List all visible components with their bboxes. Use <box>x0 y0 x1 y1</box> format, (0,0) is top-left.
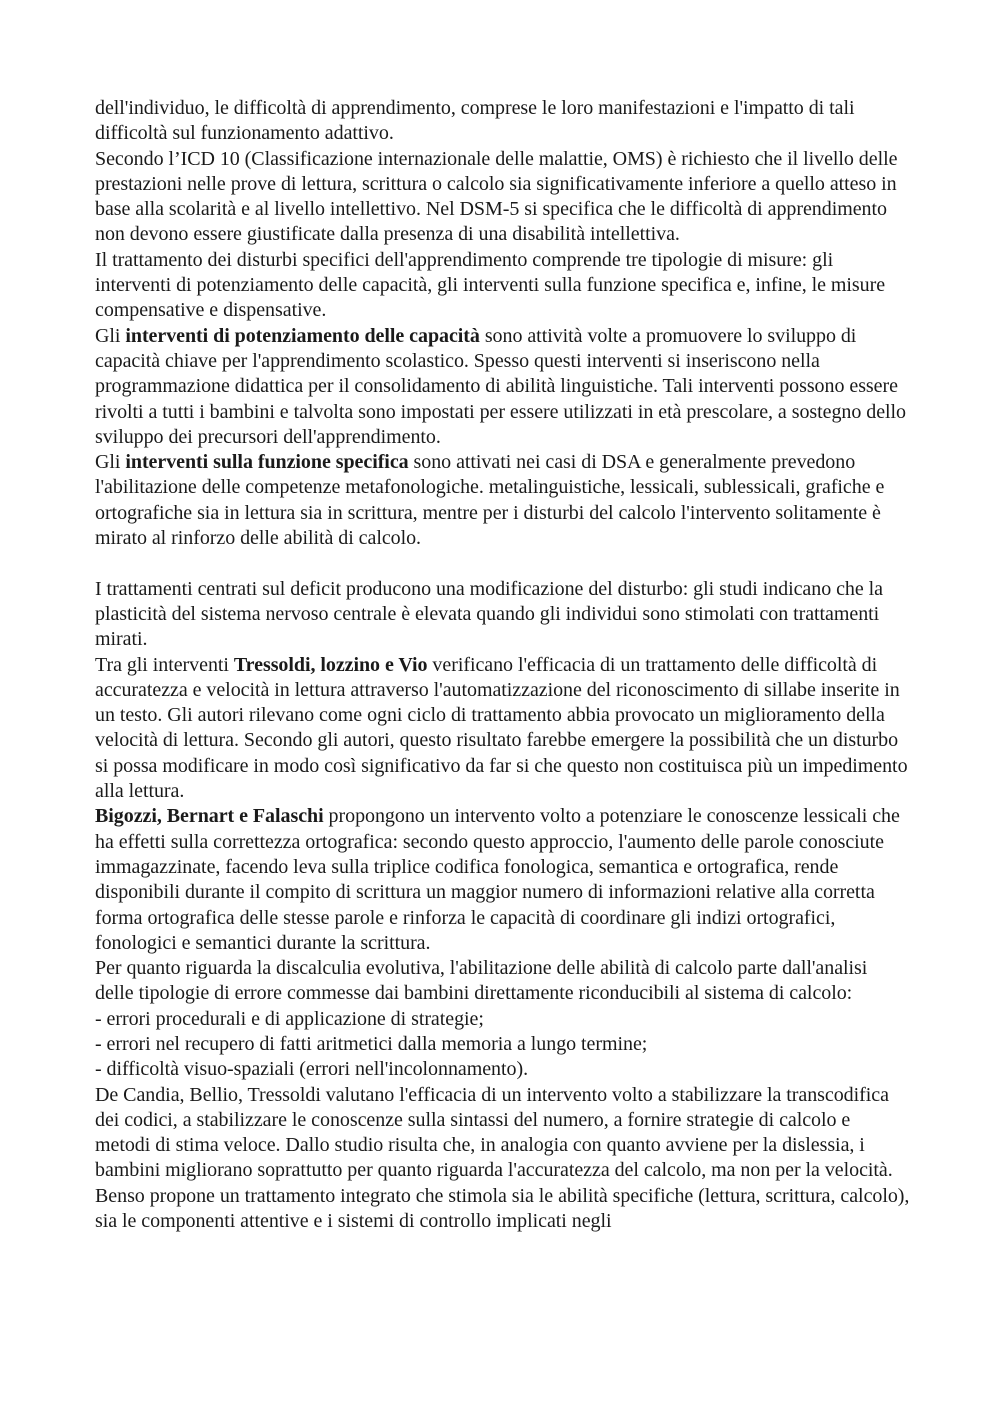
body-paragraph <box>95 147 910 248</box>
body-paragraph <box>95 1083 910 1184</box>
paragraph-text: - errori nel recupero di fatti aritmetici dalla memoria a lungo termine; <box>95 1032 648 1055</box>
paragraph-text: Tra gli interventi <box>95 653 234 676</box>
body-paragraph <box>95 324 910 450</box>
body-paragraph <box>95 1032 910 1057</box>
body-paragraph <box>95 450 910 551</box>
bold-text: interventi sulla funzione specifica <box>125 451 409 474</box>
paragraph-text: - errori procedurali e di applicazione di strategie; <box>95 1007 484 1030</box>
paragraph-text: Secondo l’ICD 10 (Classificazione internazionale delle malattie, OMS) è richiesto che il livello delle prestazioni nelle prove di lettura, scrittura o calcolo sia significativamente inferiore a quello atteso in base alla scolarità e al livello intellettivo. Nel DSM-5 si specifica che le difficoltà di apprendimento non devono essere giustificate dalla presenza di una disabilità intellettiva. <box>95 147 898 246</box>
body-paragraph <box>95 248 910 324</box>
document-page <box>95 96 910 1234</box>
paragraph-spacer <box>95 551 910 576</box>
paragraph-text: Gli <box>95 324 126 347</box>
paragraph-text: sono attività volte a promuovere lo sviluppo di capacità chiave per l'apprendimento scolastico. Spesso questi interventi si inseriscono nella programmazione didattica per il consolidamento di abilità linguistiche. Tali interventi possono essere rivolti a tutti i bambini e talvolta sono impostati per essere utilizzati in età prescolare, a sostegno dello sviluppo dei precursori dell'apprendimento. <box>95 324 906 448</box>
paragraph-text: Per quanto riguarda la discalculia evolutiva, l'abilitazione delle abilità di calcolo parte dall'analisi delle tipologie di errore commesse dai bambini direttamente riconducibili al sistema di calcolo: <box>95 957 868 1005</box>
body-paragraph <box>95 1057 910 1082</box>
body-paragraph <box>95 1184 910 1235</box>
body-paragraph <box>95 653 910 805</box>
paragraph-text: - difficoltà visuo-spaziali (errori nell'incolonnamento). <box>95 1058 529 1081</box>
paragraph-text: propongono un intervento volto a potenziare le conoscenze lessicali che ha effetti sulla correttezza ortografica: secondo questo approccio, l'aumento delle parole conosciute immagazzinate, facendo leva sulla triplice codifica fonologica, semantica e ortografica, rende disponibili durante il compito di scrittura un maggior numero di informazioni relative alla corretta forma ortografica delle stesse parole e rinforza le capacità di coordinare gli indizi ortografici, fonologici e semantici durante la scrittura. <box>95 805 900 954</box>
paragraph-text: I trattamenti centrati sul deficit producono una modificazione del disturbo: gli studi indicano che la plasticità del sistema nervoso centrale è elevata quando gli individui sono stimolati con trattamenti mirati. <box>95 577 883 651</box>
body-paragraph <box>95 1007 910 1032</box>
bold-text: Tressoldi, lozzino e Vio <box>233 653 428 676</box>
bold-text: interventi di potenziamento delle capacità <box>125 324 480 347</box>
body-paragraph <box>95 96 910 147</box>
paragraph-text: verificano l'efficacia di un trattamento delle difficoltà di accuratezza e velocità in lettura attraverso l'automatizzazione del riconoscimento di sillabe inserite in un testo. Gli autori rilevano come ogni ciclo di trattamento abbia provocato un miglioramento della velocità di lettura. Secondo gli autori, questo risultato farebbe emergere la possibilità che un disturbo si possa modificare in modo così significativo da far si che questo non costituisca più un impedimento alla lettura. <box>95 653 908 803</box>
bold-text: Bigozzi, Bernart e Falaschi <box>95 805 324 828</box>
paragraph-text: dell'individuo, le difficoltà di apprendimento, comprese le loro manifestazioni e l'impatto di tali difficoltà sul funzionamento adattivo. <box>95 97 855 145</box>
body-paragraph <box>95 956 910 1007</box>
body-paragraph <box>95 577 910 653</box>
paragraph-text: Il trattamento dei disturbi specifici dell'apprendimento comprende tre tipologie di misure: gli interventi di potenziamento delle capacità, gli interventi sulla funzione specifica e, infine, le misure compensative e dispensative. <box>95 248 886 322</box>
paragraph-text: sono attivati nei casi di DSA e generalmente prevedono l'abilitazione delle competenze metafonologiche. metalinguistiche, lessicali, sublessicali, grafiche e ortografiche sia in lettura sia in scrittura, mentre per i disturbi del calcolo l'intervento solitamente è mirato al rinforzo delle abilità di calcolo. <box>95 451 885 550</box>
paragraph-text: Benso propone un trattamento integrato che stimola sia le abilità specifiche (lettura, scrittura, calcolo), sia le componenti attentive e i sistemi di controllo implicati negli <box>95 1184 910 1233</box>
body-paragraph <box>95 804 910 956</box>
paragraph-text: De Candia, Bellio, Tressoldi valutano l'efficacia di un intervento volto a stabilizzare la transcodifica dei codici, a stabilizzare le conoscenze sulla sintassi del numero, a fornire strategie di calcolo e metodi di stima veloce. Dallo studio risulta che, in analogia con quanto avviene per la dislessia, i bambini migliorano soprattutto per quanto riguarda l'accuratezza del calcolo, ma non per la velocità. <box>95 1083 893 1182</box>
paragraph-text: Gli <box>95 451 126 474</box>
